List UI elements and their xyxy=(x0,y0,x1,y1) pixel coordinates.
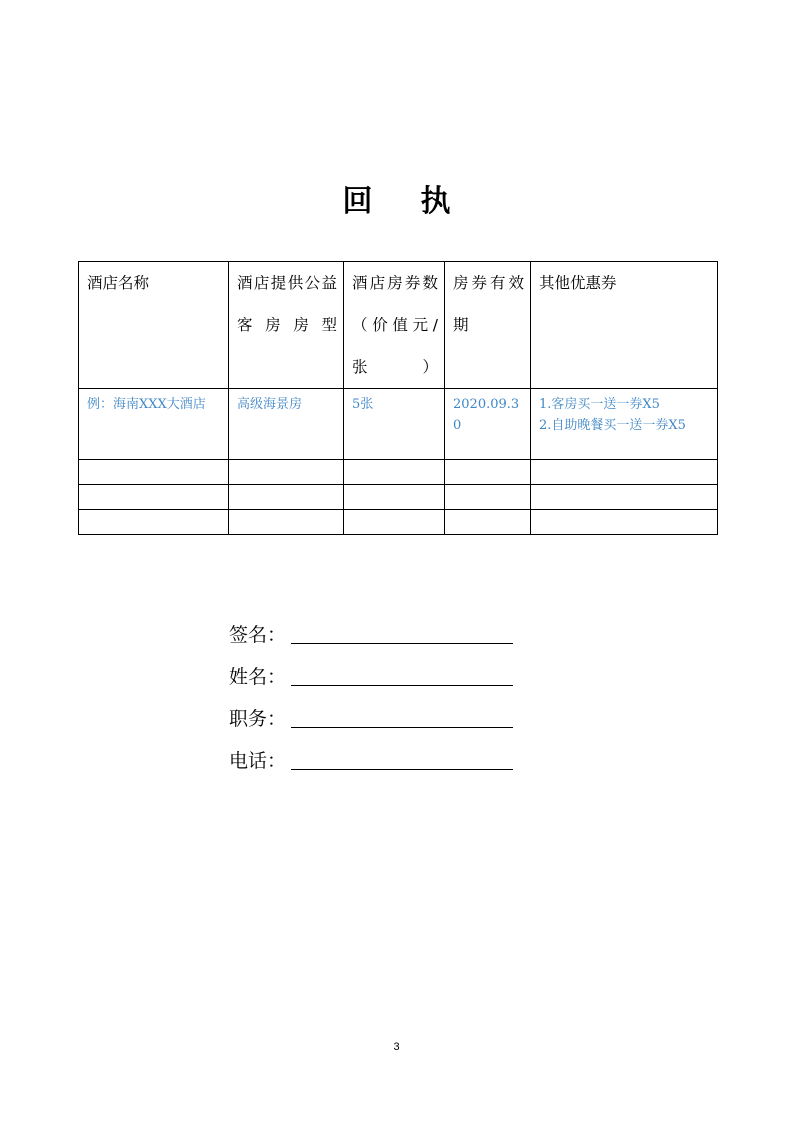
title-char-left: 回 xyxy=(342,184,373,219)
table-cell[interactable] xyxy=(445,485,531,510)
table-row xyxy=(79,510,718,535)
table-cell[interactable] xyxy=(79,460,229,485)
receipt-table xyxy=(78,261,718,535)
table-cell[interactable] xyxy=(229,510,344,535)
table-row xyxy=(79,485,718,510)
header-hotel-name: 酒店名称 xyxy=(79,262,229,389)
coupon-line-1: 1.客房买一送一券X5 xyxy=(539,397,660,412)
table-cell[interactable] xyxy=(531,460,718,485)
table-cell[interactable] xyxy=(344,485,445,510)
signature-field xyxy=(229,623,286,647)
header-room-type: 酒店提供公益客房房型 xyxy=(229,262,344,389)
page-number: 3 xyxy=(393,1041,400,1053)
table-cell[interactable] xyxy=(445,460,531,485)
table-cell[interactable] xyxy=(531,510,718,535)
table-cell[interactable] xyxy=(445,510,531,535)
page-title xyxy=(0,184,793,220)
name-field xyxy=(229,665,286,689)
signature-label: 签名： xyxy=(229,624,287,646)
cell-example-room-type: 高级海景房 xyxy=(229,389,344,460)
name-label: 姓名： xyxy=(229,666,287,688)
phone-line[interactable] xyxy=(291,769,513,770)
header-other-coupons: 其他优惠券 xyxy=(531,262,718,389)
table-cell[interactable] xyxy=(79,510,229,535)
phone-field xyxy=(229,749,286,773)
job-title-line[interactable] xyxy=(291,727,513,728)
table-cell[interactable] xyxy=(344,460,445,485)
phone-label: 电话： xyxy=(229,750,287,772)
title-char-right: 执 xyxy=(420,184,451,219)
header-valid-until: 房券有效期 xyxy=(445,262,531,389)
name-line[interactable] xyxy=(291,685,513,686)
table-row xyxy=(79,460,718,485)
table-cell[interactable] xyxy=(531,485,718,510)
job-title-label: 职务： xyxy=(229,708,287,730)
cell-example-other-coupons xyxy=(531,389,718,460)
table-row-example xyxy=(79,389,718,460)
coupon-line-2: 2.自助晚餐买一送一券X5 xyxy=(539,418,686,433)
table-header-row xyxy=(79,262,718,389)
cell-example-voucher-count: 5张 xyxy=(344,389,445,460)
table-cell[interactable] xyxy=(79,485,229,510)
table-cell[interactable] xyxy=(229,460,344,485)
cell-example-valid-until: 2020.09.30 xyxy=(445,389,531,460)
job-title-field xyxy=(229,707,286,731)
table-cell[interactable] xyxy=(344,510,445,535)
cell-example-hotel-name: 例：海南XXX大酒店 xyxy=(79,389,229,460)
table-cell[interactable] xyxy=(229,485,344,510)
signature-line[interactable] xyxy=(291,643,513,644)
header-voucher-count: 酒店房券数（价值元/张） xyxy=(344,262,445,389)
